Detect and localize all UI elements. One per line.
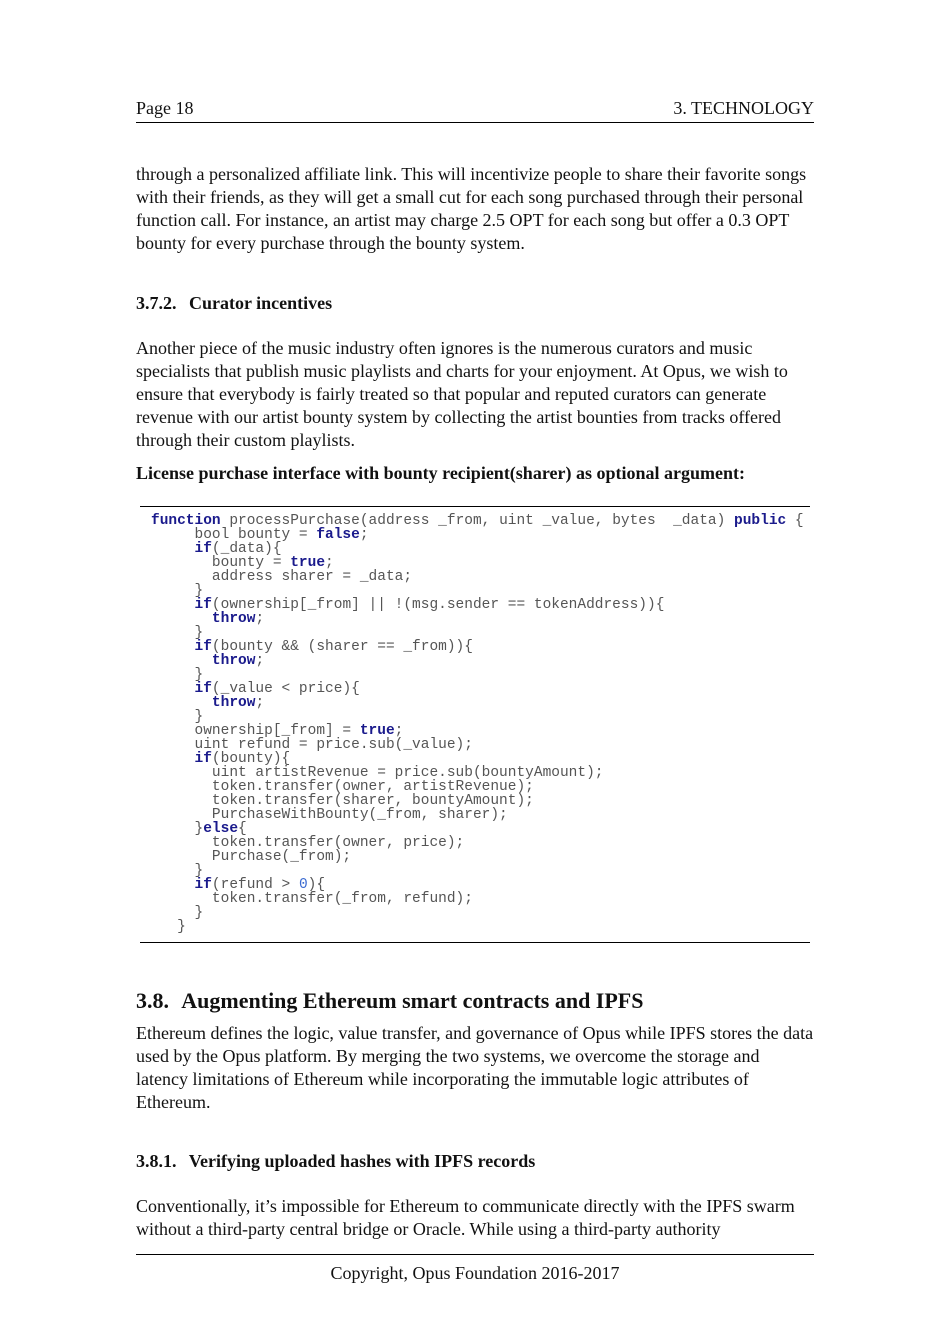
code-fragment: (ownership[_from] || !(msg.sender == tokenAddress)){ [211, 597, 665, 613]
section-3-7-2-heading [136, 291, 814, 315]
running-header [136, 96, 814, 123]
code-fragment: (_value < price){ [211, 681, 360, 697]
copyright-text: Copyright, Opus Foundation 2016-2017 [330, 1263, 620, 1283]
code-text [151, 514, 810, 934]
section-number: 3.8.1. [136, 1151, 177, 1171]
code-fragment: (_data){ bounty = [211, 541, 282, 571]
code-fragment: ; address sharer = _data; } [194, 555, 413, 599]
page-number: Page 18 [136, 98, 194, 118]
code-keyword: if [194, 751, 212, 767]
code-keyword: true [290, 555, 326, 571]
chapter-title: 3. TECHNOLOGY [673, 98, 814, 118]
code-keyword: true [359, 723, 395, 739]
code-keyword: if [194, 639, 212, 655]
curator-paragraph: Another piece of the music industry often ignores is the numerous curators and music specialists that publish music playlists and charts for your enjoyment. At Opus, we wish to ensure that everybody is fairly treated so that popular and reputed curators can generate revenue with our artist bounty system by collecting the artist bounties from tracks offered through their custom playlists. [136, 338, 788, 450]
section-number: 3.7.2. [136, 293, 177, 313]
code-keyword: throw [211, 611, 256, 627]
verifying-paragraph: Conventionally, it’s impossible for Ethereum to communicate directly with the IPFS swarm without a third-party central bridge or Oracle. While using a third-party authority [136, 1196, 795, 1239]
code-fragment: { token.transfer(owner, price); Purchase(_from); } [194, 821, 465, 879]
code-number: 0 [298, 877, 308, 893]
code-keyword: if [194, 597, 212, 613]
section-title: Verifying uploaded hashes with IPFS records [188, 1151, 536, 1171]
code-keyword: if [194, 681, 212, 697]
code-fragment: (bounty && (sharer == _from)){ [211, 639, 473, 655]
section-number: 3.8. [136, 988, 169, 1013]
code-fragment: (refund > [211, 877, 299, 893]
section-title: Augmenting Ethereum smart contracts and IPFS [181, 988, 644, 1013]
code-caption: License purchase interface with bounty recipient(sharer) as optional argument: [136, 463, 745, 483]
section-3-8-1-heading [136, 1149, 814, 1173]
code-listing [140, 506, 810, 943]
code-keyword: if [194, 877, 212, 893]
intro-paragraph: through a personalized affiliate link. This will incentivize people to share their favorite songs with their friends, as they will get a small cut for each song purchased through their personal function call. For instance, an artist may charge 2.5 OPT for each song but offer a 0.3 OPT bounty for every purchase through the bounty system. [136, 164, 807, 253]
code-keyword: else [203, 821, 239, 837]
code-fragment: ; } [194, 611, 265, 641]
section-3-8-heading [136, 987, 814, 1015]
ethereum-ipfs-paragraph: Ethereum defines the logic, value transfer, and governance of Opus while IPFS stores the data used by the Opus platform. By merging the two systems, we overcome the storage and latency limitations of Ethereum while incorporating the immutable logic attributes of Ethereum. [136, 1023, 814, 1112]
code-fragment: ; } ownership[_from] = [194, 695, 352, 739]
code-fragment: { bool bounty = [194, 513, 804, 543]
code-keyword: public [734, 513, 787, 529]
code-keyword: if [194, 541, 212, 557]
code-keyword: throw [211, 653, 256, 669]
page-footer [136, 1254, 814, 1285]
code-keyword: false [316, 527, 360, 543]
code-fragment: ; uint refund = price.sub(_value); [194, 723, 473, 753]
code-keyword: function [151, 513, 221, 529]
code-fragment: (bounty){ uint artistRevenue = price.sub(bountyAmount); token.transfer(owner, artistRevenue); token.transfer(sharer, bountyAmount); PurchaseWithBounty(_from, sharer); } [194, 751, 604, 837]
code-keyword: throw [211, 695, 256, 711]
section-title: Curator incentives [189, 293, 333, 313]
code-fragment: ; [359, 527, 369, 543]
code-fragment: processPurchase(address _from, uint _value, bytes _data) [220, 513, 735, 529]
code-fragment: ; } [194, 653, 265, 683]
code-fragment: ){ token.transfer(_from, refund); } } [177, 877, 473, 935]
page-body [136, 96, 814, 1241]
